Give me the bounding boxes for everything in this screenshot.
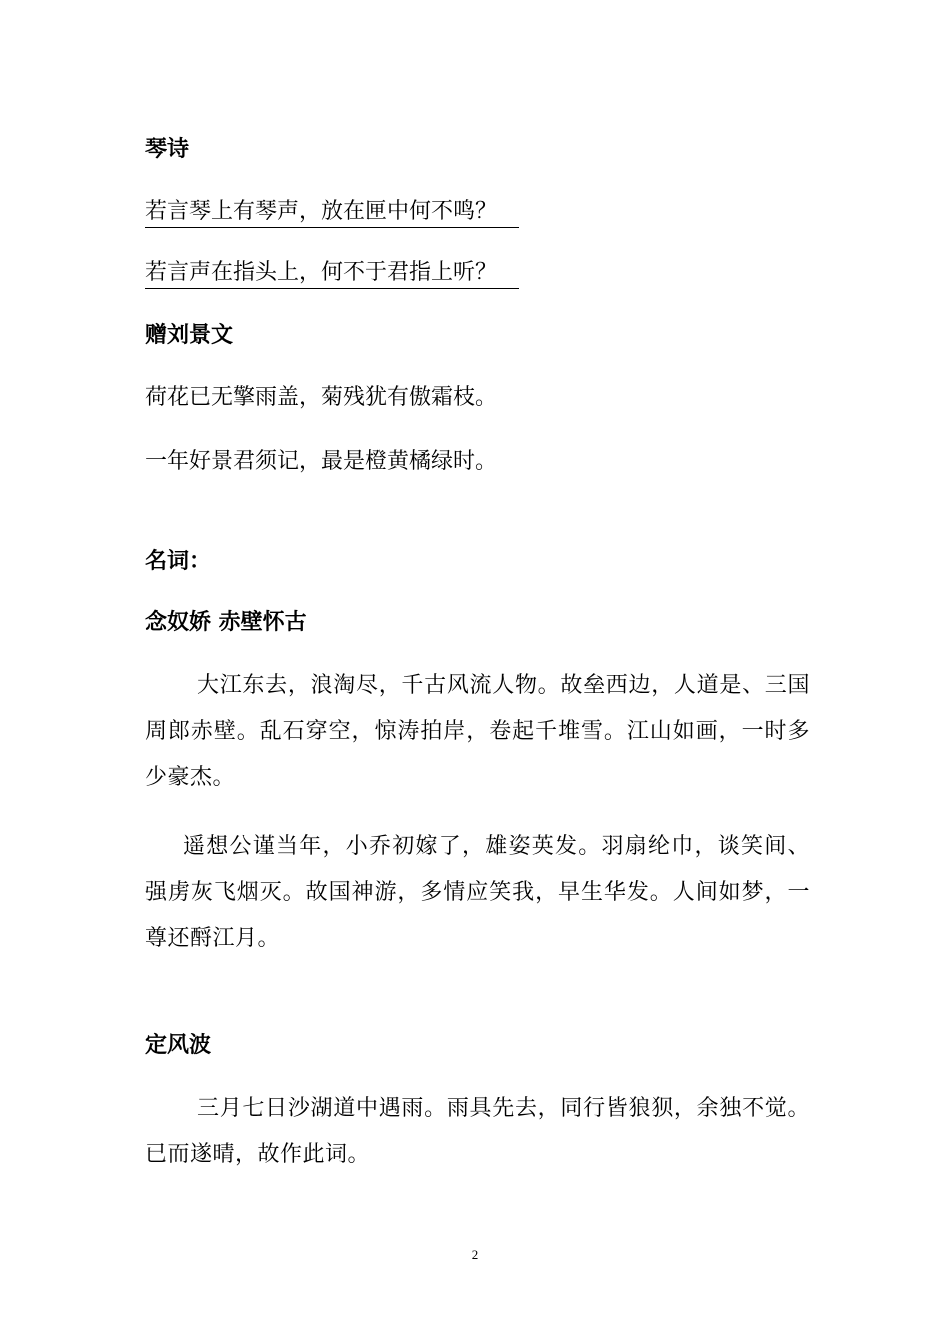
poem-title-niannujiao: 念奴娇 赤壁怀古 [145,609,307,635]
poem-paragraph: 三月七日沙湖道中遇雨。雨具先去，同行皆狼狈，余独不觉。已而遂晴，故作此词。 [145,1096,810,1167]
page-number: 2 [471,1247,479,1262]
poem-paragraph: 大江东去，浪淘尽，千古风流人物。故垒西边，人道是、三国周郎赤壁。乱石穿空，惊涛拍岸，卷起千堆雪。江山如画，一时多少豪杰。 [145,673,810,790]
poem-line: 若言琴上有琴声，放在匣中何不鸣？ [145,197,519,228]
section-heading-ci: 名词： [145,548,212,574]
poem-paragraph: 遥想公谨当年，小乔初嫁了，雄姿英发。羽扇纶巾，谈笑间、强虏灰飞烟灭。故国神游，多情应笑我，早生华发。人间如梦，一尊还酹江月。 [145,834,810,951]
poem-title-zeng-liu-jingwen: 赠刘景文 [145,322,234,348]
poem-line: 若言声在指头上，何不于君指上听？ [145,258,519,289]
poem-line: 荷花已无擎雨盖，菊残犹有傲霜枝。 [145,385,498,410]
poem-title-qinshi: 琴诗 [145,136,190,162]
poem-line: 一年好景君须记，最是橙黄橘绿时。 [145,449,498,474]
poem-title-dingfengbo: 定风波 [145,1032,212,1058]
